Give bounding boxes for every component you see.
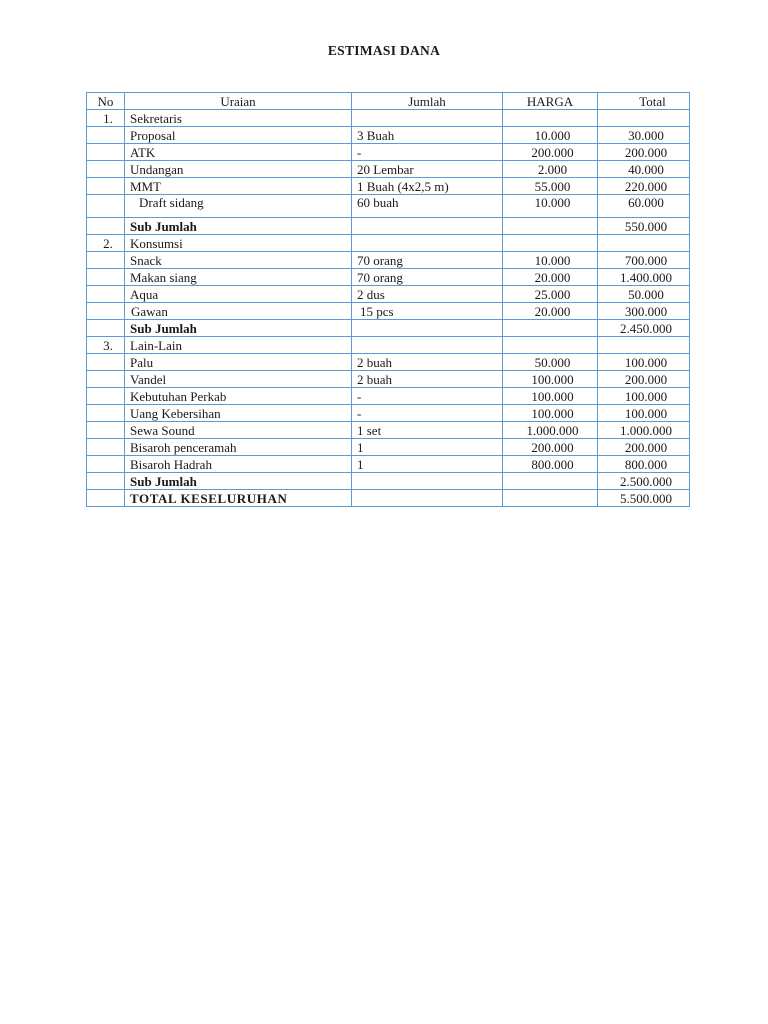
empty-cell [87,354,125,371]
item-total: 200.000 [598,144,690,161]
empty-cell [87,490,125,507]
item-uraian: Sewa Sound [125,422,352,439]
item-uraian: ATK [125,144,352,161]
item-total: 1.000.000 [598,422,690,439]
item-harga: 800.000 [503,456,598,473]
empty-cell [503,320,598,337]
empty-cell [87,473,125,490]
empty-cell [87,371,125,388]
table-row [87,144,690,161]
empty-cell [352,218,503,235]
item-harga: 50.000 [503,354,598,371]
header-total: Total [598,93,690,110]
item-uraian: Vandel [125,371,352,388]
empty-cell [87,161,125,178]
item-uraian: Snack [125,252,352,269]
item-harga: 20.000 [503,269,598,286]
grand-total-row [87,490,690,507]
header-uraian: Uraian [125,93,352,110]
item-total: 60.000 [598,195,690,218]
item-total: 200.000 [598,371,690,388]
empty-cell [87,303,125,320]
item-harga: 25.000 [503,286,598,303]
empty-cell [87,252,125,269]
item-uraian: Draft sidang [125,195,352,218]
subtotal-value: 2.450.000 [598,320,690,337]
section-name: Konsumsi [125,235,352,252]
item-jumlah: 70 orang [352,269,503,286]
item-jumlah: 20 Lembar [352,161,503,178]
item-total: 40.000 [598,161,690,178]
item-total: 100.000 [598,388,690,405]
table-row [87,269,690,286]
item-total: 1.400.000 [598,269,690,286]
table-row [87,286,690,303]
item-uraian: Gawan [125,303,352,320]
empty-cell [503,473,598,490]
section-number: 1. [87,110,125,127]
section-name: Sekretaris [125,110,352,127]
subtotal-row [87,218,690,235]
empty-cell [87,422,125,439]
grand-total-value: 5.500.000 [598,490,690,507]
empty-cell [503,337,598,354]
item-harga: 200.000 [503,439,598,456]
empty-cell [598,110,690,127]
item-harga: 10.000 [503,127,598,144]
item-uraian: Proposal [125,127,352,144]
item-total: 220.000 [598,178,690,195]
item-jumlah: 2 buah [352,354,503,371]
item-jumlah: 15 pcs [352,303,503,320]
empty-cell [87,388,125,405]
item-harga: 55.000 [503,178,598,195]
item-jumlah: 70 orang [352,252,503,269]
empty-cell [87,144,125,161]
empty-cell [87,286,125,303]
item-total: 700.000 [598,252,690,269]
table-row [87,354,690,371]
subtotal-label: Sub Jumlah [125,473,352,490]
item-jumlah: 1 [352,456,503,473]
table-row [87,161,690,178]
item-harga: 20.000 [503,303,598,320]
table-row [87,178,690,195]
table-row [87,422,690,439]
item-jumlah: - [352,144,503,161]
empty-cell [352,110,503,127]
empty-cell [352,320,503,337]
item-jumlah: 1 set [352,422,503,439]
item-jumlah: 2 buah [352,371,503,388]
table-row [87,405,690,422]
item-total: 100.000 [598,405,690,422]
item-uraian: Kebutuhan Perkab [125,388,352,405]
item-uraian: Uang Kebersihan [125,405,352,422]
subtotal-value: 2.500.000 [598,473,690,490]
grand-total-label: TOTAL KESELURUHAN [125,490,352,507]
item-jumlah: - [352,388,503,405]
item-total: 30.000 [598,127,690,144]
table-row [87,439,690,456]
empty-cell [503,110,598,127]
item-jumlah: 60 buah [352,195,503,218]
item-total: 100.000 [598,354,690,371]
item-jumlah: 1 Buah (4x2,5 m) [352,178,503,195]
empty-cell [87,218,125,235]
item-uraian: Palu [125,354,352,371]
item-jumlah: - [352,405,503,422]
item-uraian: Bisaroh penceramah [125,439,352,456]
item-harga: 10.000 [503,195,598,218]
item-uraian: MMT [125,178,352,195]
item-total: 300.000 [598,303,690,320]
page-title: ESTIMASI DANA [327,43,441,58]
item-total: 50.000 [598,286,690,303]
empty-cell [598,235,690,252]
table-row [87,195,690,218]
subtotal-row [87,473,690,490]
empty-cell [87,195,125,218]
empty-cell [503,218,598,235]
header-no: No [87,93,125,110]
empty-cell [352,235,503,252]
empty-cell [87,439,125,456]
table-row [87,127,690,144]
section-name: Lain-Lain [125,337,352,354]
subtotal-label: Sub Jumlah [125,218,352,235]
empty-cell [87,456,125,473]
item-jumlah: 3 Buah [352,127,503,144]
header-harga: HARGA [503,93,598,110]
item-uraian: Aqua [125,286,352,303]
empty-cell [503,235,598,252]
item-total: 200.000 [598,439,690,456]
budget-table [86,92,690,507]
table-row [87,456,690,473]
header-jumlah: Jumlah [352,93,503,110]
empty-cell [352,337,503,354]
section-row [87,337,690,354]
empty-cell [87,127,125,144]
subtotal-value: 550.000 [598,218,690,235]
item-harga: 100.000 [503,388,598,405]
item-total: 800.000 [598,456,690,473]
item-harga: 10.000 [503,252,598,269]
item-uraian: Bisaroh Hadrah [125,456,352,473]
empty-cell [87,320,125,337]
item-uraian: Undangan [125,161,352,178]
section-row [87,110,690,127]
table-row [87,371,690,388]
table-row [87,252,690,269]
empty-cell [598,337,690,354]
item-harga: 100.000 [503,371,598,388]
empty-cell [87,405,125,422]
empty-cell [503,490,598,507]
item-jumlah: 1 [352,439,503,456]
table-row [87,303,690,320]
subtotal-row [87,320,690,337]
item-harga: 100.000 [503,405,598,422]
section-row [87,235,690,252]
item-uraian: Makan siang [125,269,352,286]
empty-cell [352,473,503,490]
section-number: 3. [87,337,125,354]
item-harga: 1.000.000 [503,422,598,439]
empty-cell [87,269,125,286]
empty-cell [87,178,125,195]
empty-cell [352,490,503,507]
item-jumlah: 2 dus [352,286,503,303]
item-harga: 200.000 [503,144,598,161]
item-harga: 2.000 [503,161,598,178]
section-number: 2. [87,235,125,252]
header-row [87,93,690,110]
subtotal-label: Sub Jumlah [125,320,352,337]
table-row [87,388,690,405]
